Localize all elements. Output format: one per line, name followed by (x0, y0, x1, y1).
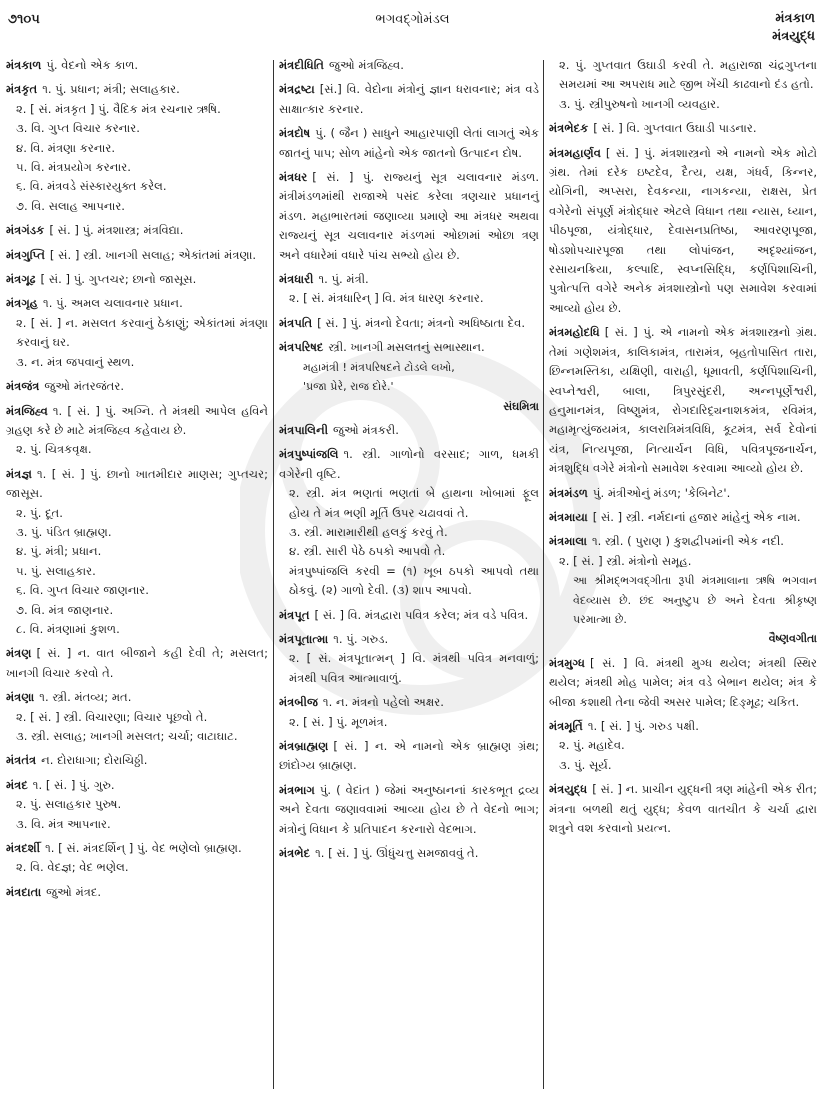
entry-line (6, 839, 268, 858)
dictionary-entry (549, 484, 817, 503)
entry-sense: ૭. વિ. સલાહ આપનાર. (16, 198, 125, 213)
entry-line (279, 606, 539, 625)
entry-headword: મંત્રકાળ (6, 58, 42, 72)
entry-sense: ૨. [ સં. ] સ્ત્રી. વિચારણા; વિચાર પૂછવો તે. (16, 709, 208, 724)
entry-definition: સ્ત્રી. ખાનગી મસલતનું સભાસ્થાન. (328, 340, 485, 355)
entry-definition: [ સં. ] પું. એ નામનો એક મંત્રશાસ્ત્રનો ગ્રંથ. તેમાં ગણેશમંત્ર, કાલિકામંત્ર, તારામંત્ર, બૃહતોપાસિત તારા, છિન્નમસ્તિકા, યક્ષિણી, વારાહી, ધૂમાવતી, કર્ણપિશાચિની, સ્વપ્નેશ્વરી, બાલા, ત્રિપુરસુંદરી, અન્નપૂર્ણેશ્વરી, હનુમાનમંત્ર, વિષ્ણુમંત્ર, રોગદારિદ્ર્યનાશકમંત્ર, રવિમંત્ર, મહામૃત્યુંજયમંત્ર, કાલરાત્રિમંત્રવિધિ, કૂટમંત્ર, સર્વ દેવોનાં યંત્ર, નિત્યપૂજા, નિત્યાર્ચન વિધિ, પવિત્રપૂજનાર્ચન, મંત્રશુદ્ધિ વગેરે મંત્રોનો સમાવેશ કરવામા આવ્યો હોય છે. (549, 325, 817, 476)
dictionary-entry (279, 693, 539, 732)
dictionary-entry (6, 221, 268, 240)
entry-line (549, 508, 817, 527)
entry-sense: ૬. વિ. ગુપ્ત વિચાર જાણનાર. (16, 583, 149, 598)
entry-headword: મંત્રભેદક (549, 121, 589, 136)
entry-sense: ૨. વિ. વેદજ્ઞ; વેદ ભણેલ. (16, 860, 129, 875)
entry-headword: મંત્રણ (6, 646, 32, 661)
entry-definition: [ સં. ] ન. પ્રાચીન યુદ્ધની ત્રણ માંહેની એક રીત; મંત્રના બળથી થતું યુદ્ધ; કેવળ વાતચીત કે ચર્ચા દ્વારા શત્રુને વશ કરવાનો પ્રયત્ન. (549, 782, 817, 836)
entry-line (6, 688, 268, 707)
entry-headword: મંત્રદોષ (279, 126, 311, 141)
entry-headword: મંત્રદીધિતિ (279, 58, 324, 72)
dictionary-entry (549, 532, 817, 648)
entry-headword: મંત્રદાતા (6, 884, 42, 899)
dictionary-entry (279, 737, 539, 776)
entry-definition: ૧. સ્ત્રી. ગાળોનો વરસાદ; ગાળ, ધમકી વગેરેની વૃષ્ટિ. (279, 447, 539, 481)
entry-line (549, 119, 817, 138)
entry-sense: ૨. [ સં. ] પું. મૂળમંત્ર. (289, 714, 388, 729)
entry-headword: મંત્રજિહ્વ (6, 403, 48, 418)
entry-definition: [ સં. ] વિ. ગુપ્તવાત ઉઘાડી પાડનાર. (593, 121, 757, 136)
dictionary-entry (549, 323, 817, 478)
entry-headword: મંત્રબ્રાહ્મણ (279, 739, 329, 753)
entry-line (279, 124, 539, 163)
entry-line (6, 56, 268, 75)
quote-attribution: સંઘમિત્રા (503, 399, 539, 413)
entry-headword: મંત્રતંત્ર (6, 753, 37, 768)
entry-quote: આ શ્રીમદ્ભગવદ્ગીતા રૂપી મંત્રમાલાના ઋષિ ભગવાન વેદવ્યાસ છે. છંદ અનુષ્ટુપ છે અને દેવતા શ્રીકૃષ્ણ પરમાત્મા છે. (573, 574, 817, 626)
dictionary-entry (279, 445, 539, 600)
dictionary-entry (279, 630, 539, 688)
entry-headword: મંત્રપતિ (279, 315, 313, 330)
entry-headword: મંત્રગૃહ (6, 296, 39, 311)
entry-headword: મંત્રગુપ્તિ (6, 247, 45, 262)
entry-sense: ૨. [ સં. મંત્રકૃત ] પું. વૈદિક મંત્ર રચનાર ઋષિ. (16, 101, 221, 116)
entry-headword: મંત્રપાલિની (279, 422, 329, 437)
entry-line (279, 56, 539, 75)
entry-definition: ૧. [ સં. ] પું. ગુરુ. (32, 777, 115, 792)
entry-definition: [ સં. ] સ્ત્રી. ખાનગી સલાહ; એકાંતમાં મંત્રણા. (49, 247, 257, 262)
entry-sense: ૪. વિ. મંત્રણા કરનાર. (16, 140, 116, 155)
entry-line (549, 484, 817, 503)
entry-definition: ૧. [ સં. ] પું. છાનો ખાતમીદાર માણસ; ગુપ્તચર; જાસૂસ. (6, 466, 268, 501)
entry-quote: મહામંત્રી ! મંત્રપરિષદને ટોડલે લખો, (303, 360, 455, 374)
entry-definition: [ સં. ] પું. મંત્રશાસ્ત્ર; મંત્રવિદ્યા. (49, 223, 184, 238)
entry-definition: [ સં. ] પું. મંત્રનો દેવતા; મંત્રનો અધિષ્ઠાતા દેવ. (317, 315, 526, 330)
entry-line (549, 323, 817, 478)
entry-headword: મંત્રકૃત (6, 82, 38, 97)
entry-definition: [ સં. ] વિ. મંત્રથી મુગ્ધ થયેલ; મંત્રથી સ્થિર થયેલ; મંત્રથી મોહ પામેલ; મંત્ર વડે બેભાન થયેલ; મંત્ર કે બીજા કશાથી તેના જેવી અસર પામેલ; દિઙ્મૂઢ; ચકિત. (549, 655, 817, 709)
entry-line (6, 751, 268, 770)
entry-line (279, 693, 539, 712)
entry-line (6, 221, 268, 240)
entry-definition: [ સં. ] વિ. મંત્રદ્વારા પવિત્ર કરેલ; મંત્ર વડે પવિત્ર. (314, 607, 529, 622)
dictionary-entry (6, 644, 268, 683)
dictionary-entry (279, 844, 539, 863)
entry-headword: મંત્રધારી (279, 272, 314, 287)
dictionary-entry (6, 80, 268, 216)
dictionary-entry (6, 56, 268, 75)
book-title: ભગવદ્ગોમંડલ (375, 12, 450, 27)
page-number: ૭૧૦૫ (8, 12, 40, 27)
entry-line (279, 445, 539, 484)
entry-sense: ૫. વિ. મંત્રપ્રયોગ કરનાર. (16, 160, 131, 175)
entry-sense: ૩. પું. સ્ત્રીપુરુષનો ખાનગી વ્યવહાર. (559, 96, 720, 111)
entry-line (6, 644, 268, 683)
entry-definition: પું. વેદનો એક કાળ. (46, 58, 139, 72)
entry-sense: મંત્રપુષ્પાંજલિ કરવી = (૧) ખૂબ ઠપકો આપવો તથા ઠોકવું. (૨) ગાળો દેવી. (૩) શાપ આપવો. (289, 563, 539, 598)
entry-sense: ૪. સ્ત્રી. સારી પેઠે ઠપકો આપવો તે. (289, 544, 446, 559)
entry-headword: મંત્રદ (6, 777, 28, 792)
dictionary-entry (279, 80, 539, 119)
entry-headword: મંત્રધર (279, 170, 308, 185)
entry-sense: ૨. પું. દૂત. (16, 505, 63, 520)
entry-line (279, 781, 539, 839)
entry-definition: [ સં. ] સ્ત્રી. નર્મદાનાં હજાર માંહેનું એક નામ. (592, 509, 801, 524)
entry-sense: ૨. પું. ચિત્રકવૃક્ષ. (16, 442, 92, 457)
entry-line (279, 630, 539, 649)
entry-line (6, 883, 268, 902)
dictionary-entry (6, 839, 268, 878)
entry-sense: ૪. પું. મંત્રી; પ્રધાન. (16, 544, 102, 559)
entry-definition: [ સં. ] પું. મંત્રશાસ્ત્રનો એ નામનો એક મોટો ગ્રંથ. તેમાં દરેક ઇષ્ટદેવ, દૈત્ય, યક્ષ, ગંધર્વ, કિન્નર, યોગિની, અપ્સરા, દેવકન્યા, નાગકન્યા, રાક્ષસ, પ્રેત વગેરેનો સંપૂર્ણ મંત્રોદ્ધાર એટલે વિધાન તથા ન્યાસ, ધ્યાન, પીઠપૂજા, યંત્રોદ્ધાર, દેવાસનપ્રતિષ્ઠા, આવરણપૂજા, ષોડશોપચારપૂજા તથા લોપાંજન, અદૃશ્યાંજન, રસાયનક્રિયા, કલ્પાદિ, સ્વપ્નસિદ્ધિ, કર્ણપિશાચિની, પુત્રોત્પત્તિ વગેરે અનેક મંત્રશાસ્ત્રોનો પણ સમાવેશ કરવામાં આવ્યો હોય છે. (549, 145, 817, 315)
dictionary-entry (6, 246, 268, 265)
dictionary-entry (6, 751, 268, 770)
dictionary-entry (279, 270, 539, 309)
entry-definition: ન. દોરાધાગા; દોરાચિઠ્ઠી. (41, 753, 148, 768)
entry-definition: ૧. ન. મંત્રનો પહેલો અક્ષર. (322, 695, 444, 710)
entry-line (549, 717, 817, 736)
dictionary-entry (549, 717, 817, 775)
entry-line (6, 465, 268, 504)
dictionary-entry (279, 421, 539, 440)
entry-definition: પું. મંત્રીઓનું મંડળ; 'કેબિનેટ'. (592, 485, 731, 500)
entry-definition: જુઓ મંત્રકરી. (333, 422, 399, 437)
dictionary-entry (279, 314, 539, 333)
entry-line (6, 294, 268, 313)
entry-definition: ૧. પું. ગરુડ. (333, 631, 389, 646)
entry-line (6, 246, 268, 265)
entry-headword: મંત્રમાલા (549, 534, 587, 549)
entry-line (279, 844, 539, 863)
dictionary-entry (279, 606, 539, 625)
entry-definition: [ સં. ] ન. એ નામનો એક બ્રાહ્મણ ગ્રંથ; છાંદોગ્ય બ્રાહ્મણ. (279, 739, 539, 773)
entry-line (549, 532, 817, 551)
entry-headword: મંત્રભેદ (279, 846, 311, 861)
entry-quote: 'પ્રજા પ્રેરે, રાજ દોરે.' (303, 380, 394, 394)
entry-definition: ૧. [ સં. મંત્રદર્શિન્ ] પું. વેદ ભણેલો બ્રાહ્મણ. (45, 841, 242, 856)
entry-line (279, 168, 539, 265)
dictionary-entry (279, 781, 539, 839)
entry-definition: જુઓ મંતરજંતર. (44, 379, 125, 394)
entry-headword: મંત્રપરિષદ (279, 340, 324, 355)
entry-line (549, 780, 817, 838)
entry-headword: મંત્રયુદ્ધ (549, 782, 588, 797)
guide-word-first: મંત્રકાળ (775, 11, 815, 26)
entry-headword: મંત્રમુગ્ધ (549, 655, 586, 670)
column-3 (549, 56, 817, 843)
column-divider (273, 60, 274, 1089)
entry-sense: ૩. સ્ત્રી. મારામારીથી હલકું કરવું તે. (289, 524, 448, 539)
dictionary-entry (279, 124, 539, 163)
entry-definition: ૧. [ સં. ] પું. ઊંધુંચત્તુ સમજાવવું તે. (315, 846, 479, 861)
entry-headword: મંત્રગંડક (6, 223, 45, 238)
entry-line (6, 270, 268, 289)
dictionary-entry (6, 776, 268, 834)
entry-sense: ૨. [ સં. મંત્રપૂતાત્મન્ ] વિ. મંત્રથી પવિત્ર મનવાળું; મંત્રથી પવિત્ર આત્માવાળું. (289, 651, 539, 685)
dictionary-entry (279, 168, 539, 265)
entry-sense: ૩. વિ. મંત્ર આપનાર. (16, 816, 111, 831)
entry-headword: મંત્રમહાર્ણવ (549, 145, 601, 160)
entry-definition: [ સં. ] પું. રાજ્યનું સૂત્ર ચલાવનાર મંડળ. મંત્રીમંડળમાંથી રાજાએ પસંદ કરેલા ત્રણચાર પ્રધાનનું મંડળ. મહાભારતમાં જણાવ્યા પ્રમાણે આ મંત્રધર અથવા રાજ્યનું સૂત્ર ચલાવનાર મંડળમાં ઓછામાં ઓછા ત્રણ અને વધારેમાં વધારે પાંચ સભ્યો હોય છે. (279, 170, 539, 262)
entry-sense: ૬. વિ. મંત્રવડે સંસ્કારયુક્ત કરેલ. (16, 179, 167, 194)
entry-line (549, 654, 817, 712)
entry-definition: [ સં. ] પું. ગુપ્તચર; છાનો જાસૂસ. (40, 272, 197, 287)
entry-sense: ૮. વિ. મંત્રણામાં કુશળ. (16, 621, 120, 636)
entry-headword: મંત્રમહોદધિ (549, 325, 600, 340)
entry-sense: ૩. વિ. ગુપ્ત વિચાર કરનાર. (16, 121, 140, 136)
column-1 (6, 56, 268, 907)
dictionary-entry (549, 654, 817, 712)
entry-headword: મંત્રપુષ્પાંજલિ (279, 447, 339, 462)
guide-word-last: મંત્રયુદ્ધ (772, 29, 815, 44)
dictionary-entry (6, 294, 268, 372)
guide-words (772, 10, 815, 46)
entry-definition: જુઓ મંત્રદ. (46, 884, 102, 899)
entry-headword: મંત્રગૂઢ (6, 272, 36, 287)
entry-definition: પું. ( જૈન ) સાધુને આહારપાણી લેતાં લાગતું એક જાતનું પાપ; સોળ માંહેનો એક જાતનો ઉત્પાદન દોષ. (279, 126, 539, 160)
dictionary-entry (6, 688, 268, 746)
entry-headword: મંત્રદર્શી (6, 841, 41, 856)
entry-definition: ૧. પું. મંત્રી. (318, 272, 369, 287)
entry-sense: ૩. પું. પંડિત બ્રાહ્મણ. (16, 524, 112, 539)
entry-definition: [સં.] વિ. વેદોના મંત્રોનું જ્ઞાન ધરાવનાર; મંત્ર વડે સાક્ષાત્કાર કરનાર. (279, 82, 539, 116)
dictionary-entry (279, 338, 539, 416)
entry-sense: ૩. ન. મંત્ર જપવાનું સ્થળ. (16, 354, 135, 369)
dictionary-entry (6, 402, 268, 460)
entry-line (6, 80, 268, 99)
entry-definition: ૧. પું. અમલ ચલાવનાર પ્રધાન. (43, 296, 183, 311)
quote-attribution: વૈષ્ણવગીતા (768, 632, 817, 646)
entry-definition: ૧. પું. પ્રધાન; મંત્રી; સલાહકાર. (42, 82, 180, 97)
entry-line (279, 421, 539, 440)
dictionary-entry (279, 56, 539, 75)
entry-definition: ૧. [ સં. ] પું. ગરુડ પક્ષી. (587, 719, 699, 733)
entry-line (6, 776, 268, 795)
entry-line (279, 270, 539, 289)
dictionary-entry (549, 780, 817, 838)
entry-line (279, 314, 539, 333)
entry-sense: ૨. [ સં. ] ન. મસલત કરવાનું ઠેકાણું; એકાંતમાં મંત્રણા કરવાનું ઘર. (16, 315, 268, 350)
entry-sense: ૨. પું. મહાદેવ. (559, 738, 625, 753)
entry-headword: મંત્રજ્ઞ (6, 466, 32, 481)
entry-line (279, 80, 539, 119)
entry-sense: ૨. [ સં. ] સ્ત્રી. મંત્રોનો સમૂહ. (559, 553, 692, 568)
entry-definition: ૧. [ સં. ] પું. અગ્નિ. તે મંત્રથી આપેલ હવિને ગ્રહણ કરે છે માટે મંત્રજિહ્વ કહેવાય છે. (6, 403, 268, 437)
entry-definition: પું. ( વેદાંત ) જેમાં અનુષ્ઠાનનાં કારકભૂત દ્રવ્ય અને દેવતા જણાવવામાં આવ્યા હોય છે તે વેદનો ભાગ; મંત્રોનું વિધાન કે પ્રતિપાદન કરનારો વેદભાગ. (279, 782, 539, 836)
entry-sense: ૩. સ્ત્રી. સલાહ; ખાનગી મસલત; ચર્ચા; વાટાઘાટ. (16, 729, 238, 743)
entry-definition: ૧. સ્ત્રી. મંતવ્ય; મત. (39, 690, 132, 705)
entry-sense: ૨. પું. સલાહકાર પુરુષ. (16, 797, 122, 812)
entry-headword: મંત્રણા (6, 690, 35, 705)
entry-sense: ૨. સ્ત્રી. મંત્ર ભણતાં ભણતાં બે હાથના ખોબામાં ફૂલ હોય તે મંત્ર ભણી મૂર્તિ ઉપર ચઢાવવાં તે. (289, 486, 539, 520)
entry-definition: ૧. સ્ત્રી. ( પુરાણ ) કુશદ્વીપમાંની એક નદી. (591, 534, 784, 549)
column-2 (279, 56, 539, 868)
entry-sense: ૨. [ સં. મંત્રધારિન્ ] વિ. મંત્ર ધારણ કરનાર. (289, 291, 484, 306)
entry-sense: ૩. પું. સૂર્ય. (559, 757, 612, 772)
entry-line (279, 338, 539, 357)
dictionary-entry (549, 144, 817, 319)
page-header (0, 6, 825, 50)
entry-line (6, 377, 268, 396)
entry-line (279, 737, 539, 776)
dictionary-entry (6, 465, 268, 640)
dictionary-entry (6, 377, 268, 396)
entry-headword: મંત્રમાયા (549, 509, 588, 524)
dictionary-entry (6, 883, 268, 902)
entry-definition: જુઓ મંત્રજિહ્વ. (329, 58, 404, 72)
dictionary-entry (549, 508, 817, 527)
entry-headword: મંત્રમૂર્તિ (549, 719, 583, 733)
entry-headword: મંત્રપૂત (279, 607, 310, 622)
entry-sense: ૭. વિ. મંત્ર જાણનાર. (16, 602, 114, 617)
entry-headword: મંત્રપૂતાત્મા (279, 631, 329, 646)
entry-headword: મંત્રભાગ (279, 782, 315, 797)
entry-line (549, 144, 817, 319)
entry-headword: મંત્રદ્રષ્ટા (279, 82, 315, 97)
entry-headword: મંત્રજંત્ર (6, 379, 40, 394)
entry-headword: મંત્રમંડળ (549, 485, 588, 500)
entry-line (6, 402, 268, 441)
column-divider (543, 60, 544, 1089)
dictionary-entry (549, 119, 817, 138)
entry-definition: [ સં. ] ન. વાત બીજાને કહી દેવી તે; મસલત; ખાનગી વિચાર કરવો તે. (6, 646, 268, 680)
entry-sense: ૫. પું. સલાહકાર. (16, 563, 96, 578)
dictionary-entry (6, 270, 268, 289)
entry-sense: ૨. પું. ગુપ્તવાત ઉઘાડી કરવી તે. મહારાજા ચંદ્રગુપ્તના સમયમાં આ અપરાધ માટે જીભ ખેંચી કાઢવાનો દંડ હતો. (559, 58, 817, 92)
dictionary-entry (549, 56, 817, 114)
entry-headword: મંત્રબીજ (279, 695, 318, 710)
